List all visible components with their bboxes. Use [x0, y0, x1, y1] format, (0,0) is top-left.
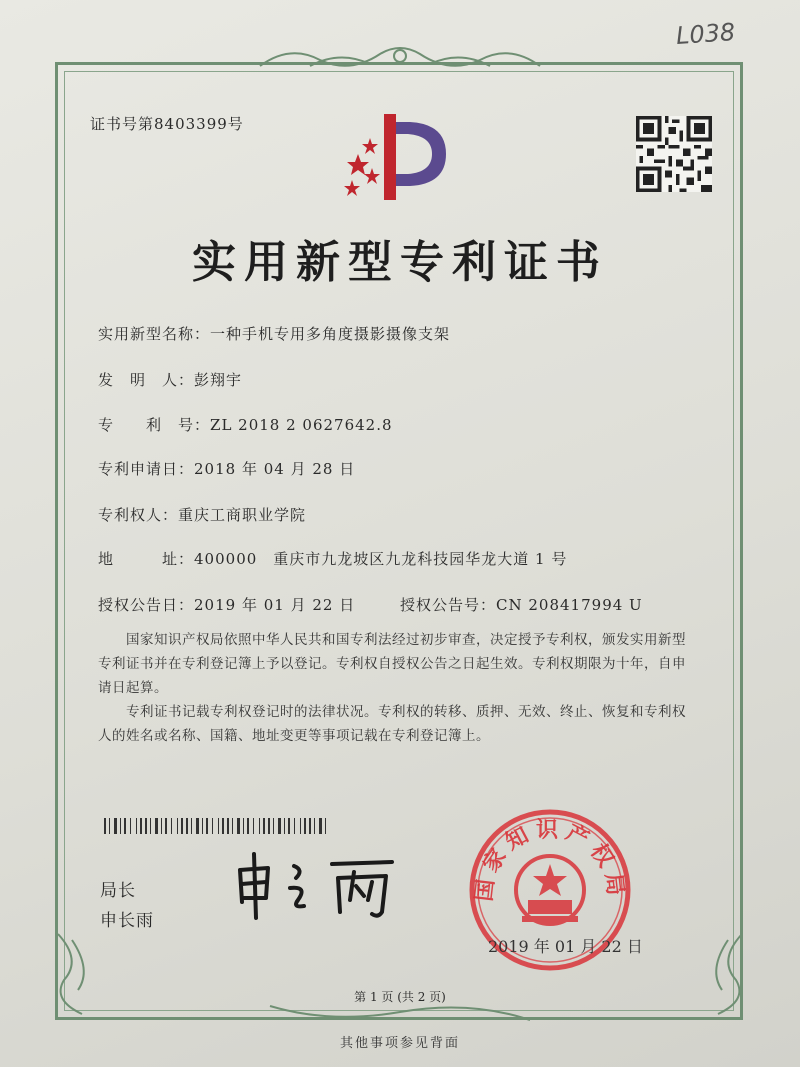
field-grant-date — [98, 594, 355, 615]
address-value: 400000 重庆市九龙坡区九龙科技园华龙大道 1 号 — [194, 550, 568, 568]
field-utility-model-name — [98, 323, 450, 344]
field-filing-date — [98, 458, 355, 479]
certificate-title: 实用新型专利证书 — [192, 237, 608, 288]
seal-date: 2019 年 01 月 22 日 — [488, 937, 643, 956]
utility-model-name-value: 一种手机专用多角度摄影摄像支架 — [210, 325, 451, 343]
field-patentee — [98, 504, 306, 525]
inventor-value: 彭翔宇 — [194, 371, 243, 389]
field-grant-number — [400, 594, 643, 615]
field-address — [98, 548, 567, 569]
patent-number-label: 专 利 号： — [98, 416, 211, 434]
grant-number-value: CN 208417994 U — [496, 596, 643, 614]
field-patent-number — [98, 414, 393, 435]
grant-number-label: 授权公告号： — [400, 596, 497, 614]
director-name: 申长雨 — [100, 911, 154, 931]
field-inventor — [98, 369, 242, 390]
filing-date-value: 2018 年 04 月 28 日 — [194, 460, 356, 478]
qr-code — [636, 116, 712, 192]
barcode — [104, 818, 328, 834]
director-signature — [232, 848, 412, 922]
statement-paragraph-1: 国家知识产权局依照中华人民共和国专利法经过初步审查，决定授予专利权，颁发实用新型专利证书并在专利登记簿上予以登记。专利权自授权公告之日起生效。专利权期限为十年，自申请日起算。 — [98, 632, 686, 696]
patentee-value: 重庆工商职业学院 — [178, 506, 307, 524]
svg-text:国家知识产权局 — [472, 818, 628, 903]
address-label: 地 址： — [98, 550, 195, 568]
inventor-label: 发 明 人： — [98, 371, 195, 389]
corner-ornament-bottom-left — [52, 930, 122, 1020]
grant-date-value: 2019 年 01 月 22 日 — [194, 596, 356, 614]
director-title: 局长 — [100, 881, 136, 901]
utility-model-name-label: 实用新型名称： — [98, 325, 211, 343]
page-number: 第 1 页 (共 2 页) — [354, 990, 446, 1004]
grant-date-label: 授权公告日： — [98, 596, 195, 614]
cnipa-logo-icon — [338, 108, 462, 206]
statement-paragraph-2: 专利证书记载专利权登记时的法律状况。专利权的转移、质押、无效、终止、恢复和专利权人的姓名或名称、国籍、地址变更等事项记载在专利登记簿上。 — [98, 704, 686, 744]
seal-text: 国家知识产权局 — [471, 817, 629, 903]
handwritten-note: L038 — [675, 17, 737, 51]
patentee-label: 专利权人： — [98, 506, 179, 524]
filing-date-label: 专利申请日： — [98, 460, 195, 478]
corner-ornament-bottom-right — [678, 930, 748, 1020]
patent-number-value: ZL 2018 2 0627642.8 — [210, 416, 393, 434]
top-ornament — [250, 40, 550, 74]
certificate-number: 证书号第8403399号 — [90, 115, 244, 133]
footer-note: 其他事项参见背面 — [339, 1036, 460, 1051]
